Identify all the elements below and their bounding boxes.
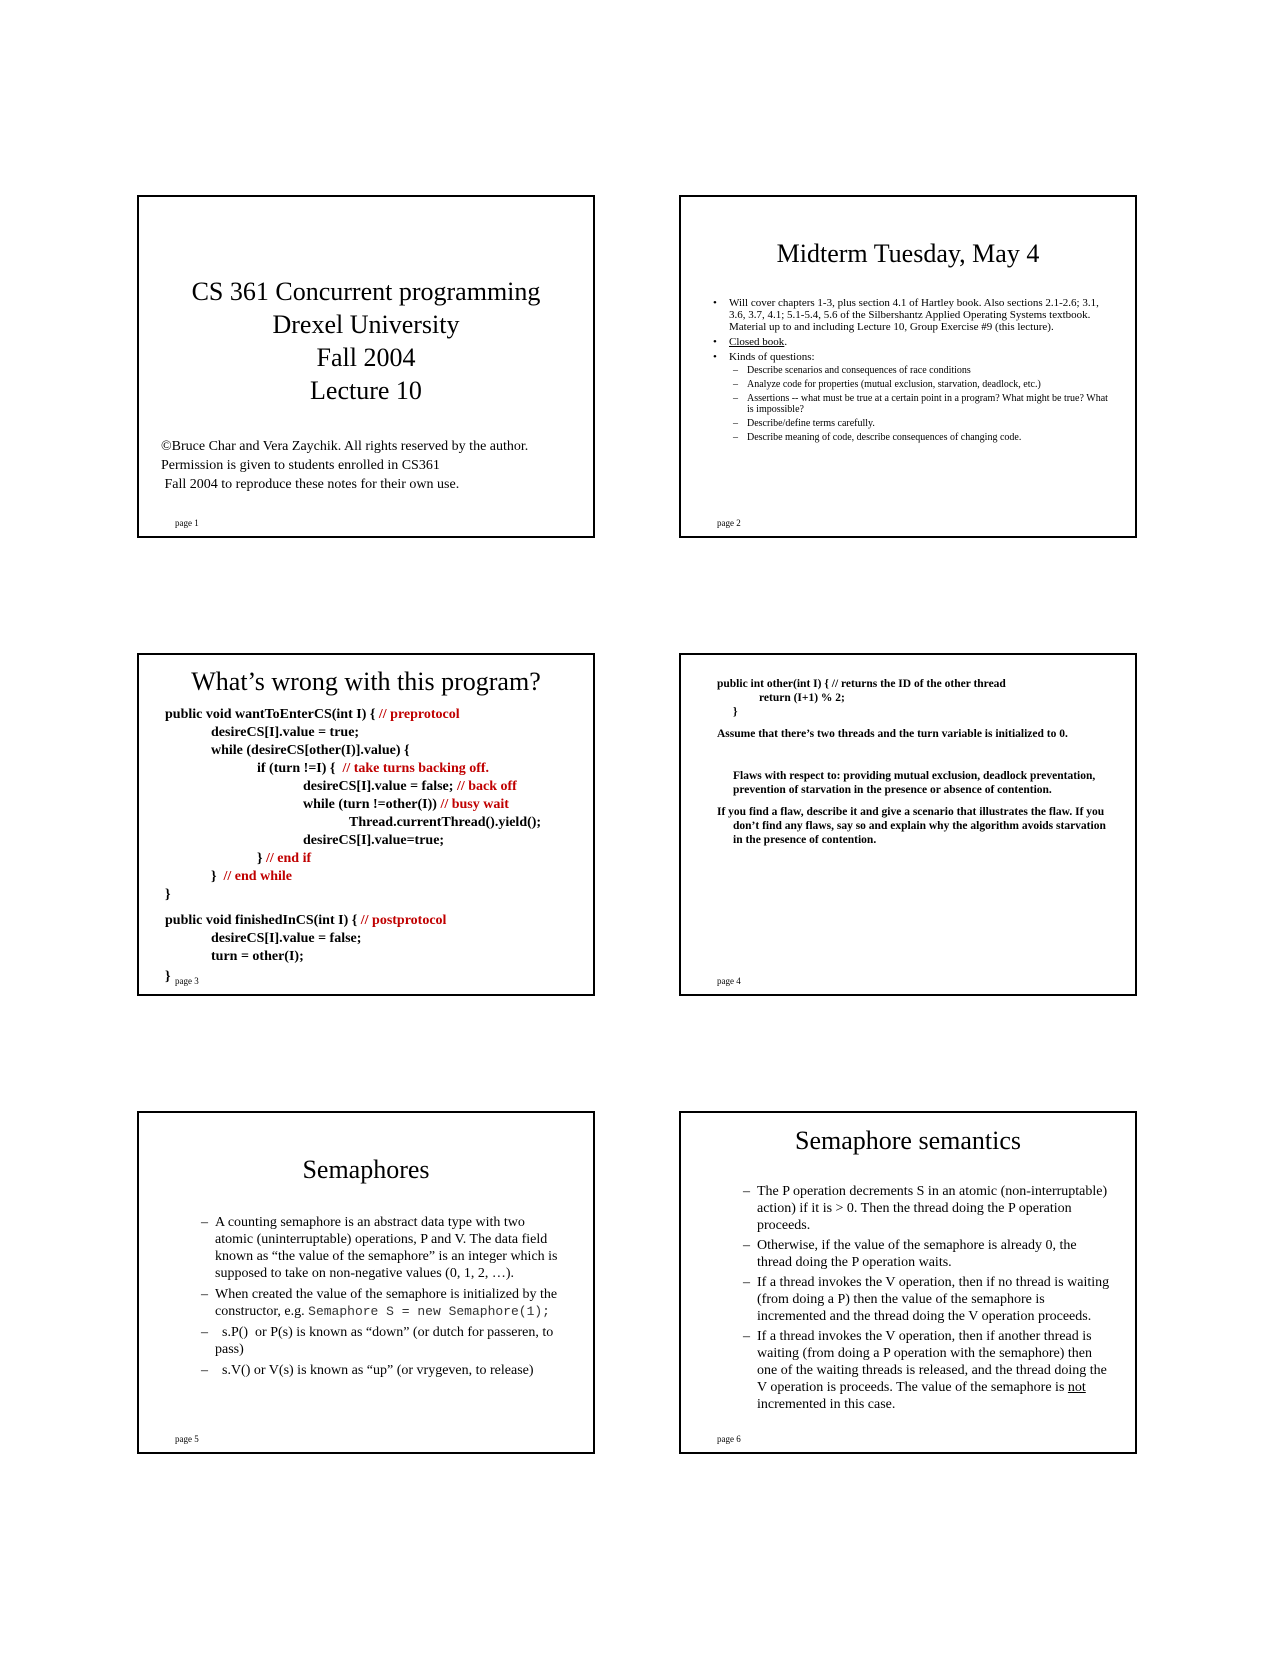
page-number: page 2 [717,518,741,528]
code-line: turn = other(I); [211,949,304,964]
code-line: Thread.currentThread().yield(); [349,815,542,830]
code-comment: // end if [266,851,312,866]
page-number: page 1 [175,518,199,528]
assumption-text: Assume that there’s two threads and the turn variable is initialized to 0. [717,728,1068,740]
code-comment: // take turns backing off. [342,761,490,776]
list-item [711,297,1111,333]
code-line: } // end if [257,851,312,866]
code-line: public void wantToEnterCS(int I) { // preprotocol [165,707,460,722]
slide-1-title [139,275,593,407]
slide-1 [137,195,595,538]
title-line: Drexel University [272,310,460,339]
slide-6-title: Semaphore semantics [795,1126,1021,1155]
copyright-line: Permission is given to students enrolled in CS361 [161,458,440,473]
slide-5 [137,1111,595,1454]
list-item: – If a thread invokes the V operation, then if no thread is waiting (from doing a P) then the value of the semaphore is incremented and the thread doing the V operation proceeds. [743,1274,1115,1325]
closed-book-suffix: . [784,336,788,348]
slide-6 [679,1111,1137,1454]
slide-3 [137,653,595,996]
list-item: – If a thread invokes the V operation, then if another thread is waiting (from doing a P operation with the semaphore) then one of the waiting threads is released, and the thread doing the V operation is proceeds. The value of the semaphore is not incremented in this case. [743,1328,1115,1413]
list-item: – A counting semaphore is an abstract data type with two atomic (uninterruptable) operations, P and V. The data field known as “the value of the semaphore” is an integer which is supposed to take on non-negative values (0, 1, 2, …). [201,1214,566,1282]
flaws-text: Flaws with respect to: providing mutual exclusion, deadlock preventation, prevention of starvation in the presence or absence of contention. [733,770,1096,796]
code-line: desireCS[I].value = true; [211,725,360,740]
page-number: page 6 [717,1434,741,1444]
page-number: page 5 [175,1434,199,1444]
copyright-notice [161,437,581,494]
title-line: CS 361 Concurrent programming [191,277,541,306]
sub-list-item: – Describe scenarios and consequences of race conditions [729,365,1111,376]
title-line: Fall 2004 [316,343,416,372]
sub-list-item: – Analyze code for properties (mutual exclusion, starvation, deadlock, etc.) [729,379,1111,390]
code-comment: // back off [456,779,517,794]
instructions-text: If you find a flaw, describe it and give a scenario that illustrates the flaw. If you don’t find any flaws, say so and explain why the algorithm avoids starvation in the presence of contention. [717,806,1106,846]
list-item: – Otherwise, if the value of the semaphore is already 0, the thread doing the P operation waits. [743,1237,1115,1271]
code-line: } [165,969,171,984]
bullet-text: Will cover chapters 1-3, plus section 4.1 of Hartley book. Also sections 2.1-2.6; 3.1, 3.6, 3.7, 4.1; 5.1-5.4, 5.6 of the Silbershantz Applied Operating Systems textbook. Material up to and including Lecture 10, Group Exercise #9 (this lecture). [729,297,1099,333]
code-line: if (turn !=I) { // take turns backing off. [257,761,490,776]
list-item: – s.V() or V(s) is known as “up” (or vrygeven, to release) [201,1362,566,1379]
copyright-line: ©Bruce Char and Vera Zaychik. All rights reserved by the author. [161,439,529,454]
closed-book-text: Closed book [729,336,785,348]
bullet-text: Kinds of questions: [729,351,815,363]
bullet-list [201,1214,566,1383]
sub-list-item: – Assertions -- what must be true at a certain point in a program? What might be true? What is impossible? [729,393,1111,415]
code-snippet: Semaphore S = new Semaphore(1); [308,1304,550,1319]
bullet-list [711,297,1111,446]
slide-4-content [717,677,1107,847]
slide-5-title: Semaphores [302,1155,430,1184]
bullet-list [743,1183,1115,1416]
code-comment: // end while [223,869,292,884]
code-line: return (I+1) % 2; [759,692,845,704]
sub-list-item: – Describe meaning of code, describe consequences of changing code. [729,432,1111,443]
page-number: page 4 [717,976,741,986]
code-comment: // postprotocol [360,913,447,928]
code-line: desireCS[I].value = false; // back off [303,779,517,794]
code-line: } [733,706,738,718]
list-item [711,351,1111,443]
list-item: – The P operation decrements S in an atomic (non-interruptable) action) if it is > 0. Then the thread doing the P operation proceeds. [743,1183,1115,1234]
copyright-line: Fall 2004 to reproduce these notes for their own use. [161,477,460,492]
sub-list-item: – Describe/define terms carefully. [729,418,1111,429]
slide-4 [679,653,1137,996]
code-line: } [165,887,171,902]
code-line: public void finishedInCS(int I) { // postprotocol [165,913,447,928]
slide-2-title: Midterm Tuesday, May 4 [776,239,1040,268]
slide-2 [679,195,1137,538]
list-item: – s.P() or P(s) is known as “down” (or dutch for passeren, to pass) [201,1324,566,1358]
code-line: desireCS[I].value=true; [303,833,445,848]
code-comment: // busy wait [440,797,509,812]
title-line: Lecture 10 [310,376,422,405]
code-line: desireCS[I].value = false; [211,931,362,946]
code-line: } // end while [211,869,292,884]
list-item: – When created the value of the semaphore is initialized by the constructor, e.g. Semaphore S = new Semaphore(1); [201,1286,566,1320]
code-comment: // preprotocol [378,707,460,722]
code-line: while (turn !=other(I)) // busy wait [303,797,509,812]
code-line: public int other(int I) { // returns the ID of the other thread [717,678,1006,690]
emphasis-not: not [1067,1380,1086,1395]
slide-3-title: What’s wrong with this program? [191,667,541,696]
list-item [711,336,1111,348]
code-line: while (desireCS[other(I)].value) { [211,743,410,758]
sub-bullet-list [729,365,1111,443]
page-number: page 3 [175,976,199,986]
